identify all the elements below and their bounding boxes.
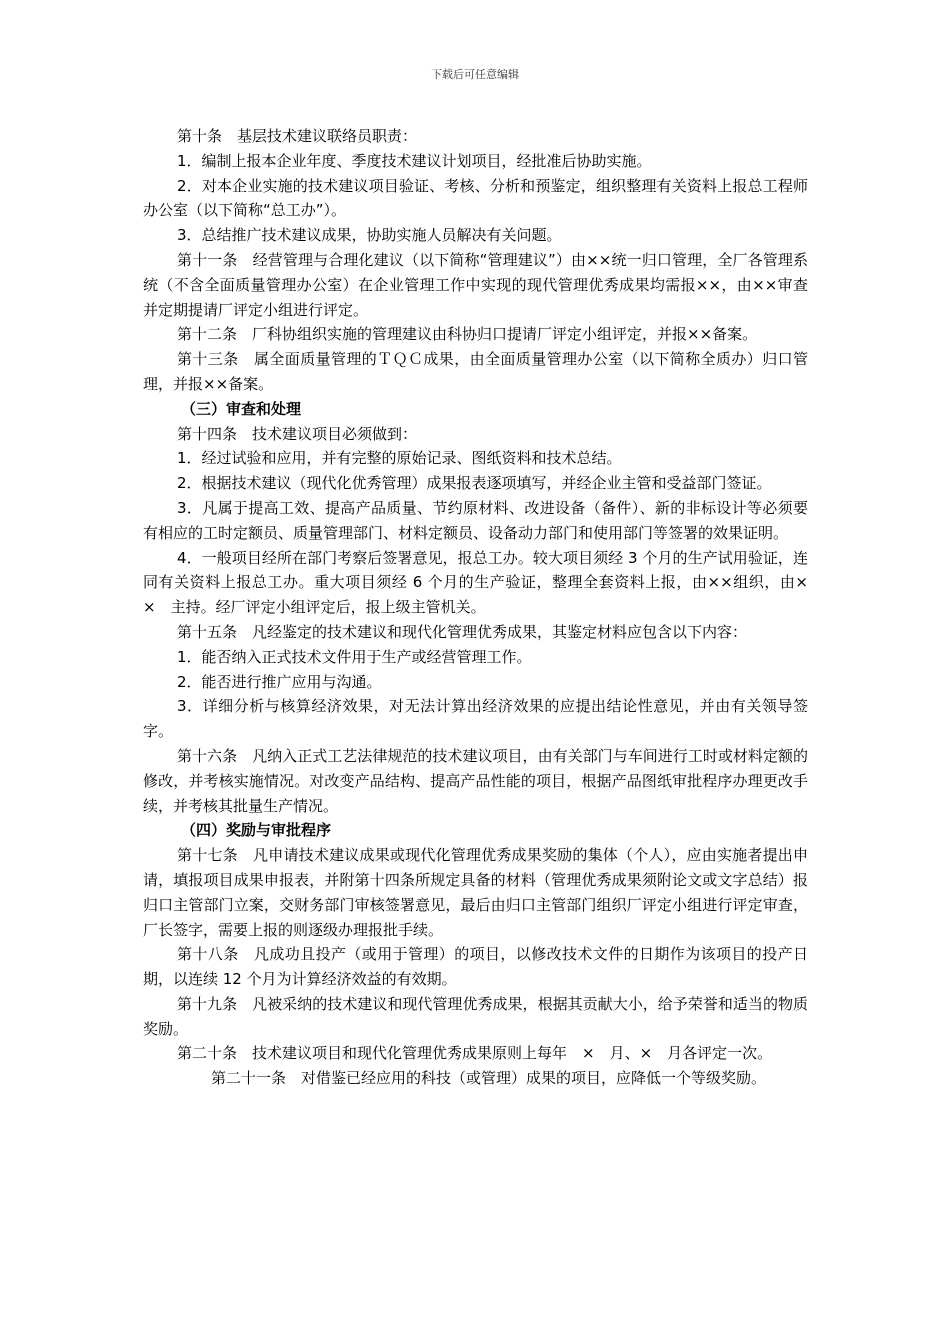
article-20: 第二十条 技术建议项目和现代化管理优秀成果原则上每年 × 月、× 月各评定一次。 xyxy=(177,1044,773,1063)
article-14-item-3: 3．凡属于提高工效、提高产品质量、节约原材料、改进设备（备件）、新的非标设计等必须要有相应的工时定额员、质量管理部门、材料定额员、设备动力部门和使用部门等签署的效果证明。 xyxy=(143,498,808,542)
document-body xyxy=(143,124,824,1091)
article-16: 第十六条 凡纳入正式工艺法律规范的技术建议项目，由有关部门与车间进行工时或材料定额的修改，并考核实施情况。对改变产品结构、提高产品性能的项目，根据产品图纸审批程序办理更改手续，并考核其批量生产情况。 xyxy=(143,746,808,815)
article-10-item-3: 3．总结推广技术建议成果，协助实施人员解决有关问题。 xyxy=(177,226,562,245)
article-15-item-1: 1．能否纳入正式技术文件用于生产或经营管理工作。 xyxy=(177,647,532,666)
article-12: 第十二条 厂科协组织实施的管理建议由科协归口提请厂评定小组评定，并报××备案。 xyxy=(177,325,758,344)
article-14-item-2: 2．根据技术建议（现代化优秀管理）成果报表逐项填写，并经企业主管和受益部门签证。 xyxy=(177,474,772,493)
header-note: 下载后可任意编辑 xyxy=(431,68,519,81)
article-10-item-2: 2．对本企业实施的技术建议项目验证、考核、分析和预鉴定，组织整理有关资料上报总工程师办公室（以下简称“总工办”）。 xyxy=(143,176,808,220)
article-10: 第十条 基层技术建议联络员职责： xyxy=(177,127,418,145)
article-15-item-3: 3．详细分析与核算经济效果，对无法计算出经济效果的应提出结论性意见，并由有关领导签字。 xyxy=(143,697,808,741)
article-18: 第十八条 凡成功且投产（或用于管理）的项目，以修改技术文件的日期作为该项目的投产日期，以连续 12 个月为计算经济效益的有效期。 xyxy=(143,945,808,989)
section-heading-rewards: （四）奖励与审批程序 xyxy=(181,821,332,840)
section-heading-review: （三）审查和处理 xyxy=(181,399,302,418)
article-17: 第十七条 凡申请技术建议成果或现代化管理优秀成果奖励的集体（个人），应由实施者提出申请，填报项目成果申报表，并附第十四条所规定具备的材料（管理优秀成果须附论文或文字总结）报归口主管部门立案，交财务部门审核签署意见，最后由归口主管部门组织厂评定小组进行评定审查，厂长签字，需要上报的则逐级办理报批手续。 xyxy=(143,846,808,939)
article-15: 第十五条 凡经鉴定的技术建议和现代化管理优秀成果，其鉴定材料应包含以下内容： xyxy=(177,622,748,641)
article-14-item-1: 1．经过试验和应用，并有完整的原始记录、图纸资料和技术总结。 xyxy=(177,449,622,468)
article-13: 第十三条 属全面质量管理的ＴＱＣ成果，由全面质量管理办公室（以下简称全质办）归口管理，并报××备案。 xyxy=(143,350,808,393)
article-10-item-1: 1．编制上报本企业年度、季度技术建议计划项目，经批准后协助实施。 xyxy=(177,151,652,170)
article-19: 第十九条 凡被采纳的技术建议和现代管理优秀成果，根据其贡献大小，给予荣誉和适当的物质奖励。 xyxy=(143,994,808,1038)
article-14: 第十四条 技术建议项目必须做到： xyxy=(177,424,418,443)
article-11: 第十一条 经营管理与合理化建议（以下简称“管理建议”）由××统一归口管理，全厂各管理系统（不含全面质量管理办公室）在企业管理工作中实现的现代管理优秀成果均需报××，由××审查并定期提请厂评定小组进行评定。 xyxy=(143,250,808,319)
article-14-item-4: 4．一般项目经所在部门考察后签署意见，报总工办。较大项目须经 3 个月的生产试用验证，连同有关资料上报总工办。重大项目须经 6 个月的生产验证，整理全套资料上报，由××组织，由× × 主持。经厂评定小组评定后，报上级主管机关。 xyxy=(143,548,824,617)
article-15-item-2: 2．能否进行推广应用与沟通。 xyxy=(177,672,382,691)
article-21: 第二十一条 对借鉴已经应用的科技（或管理）成果的项目，应降低一个等级奖励。 xyxy=(211,1069,767,1088)
